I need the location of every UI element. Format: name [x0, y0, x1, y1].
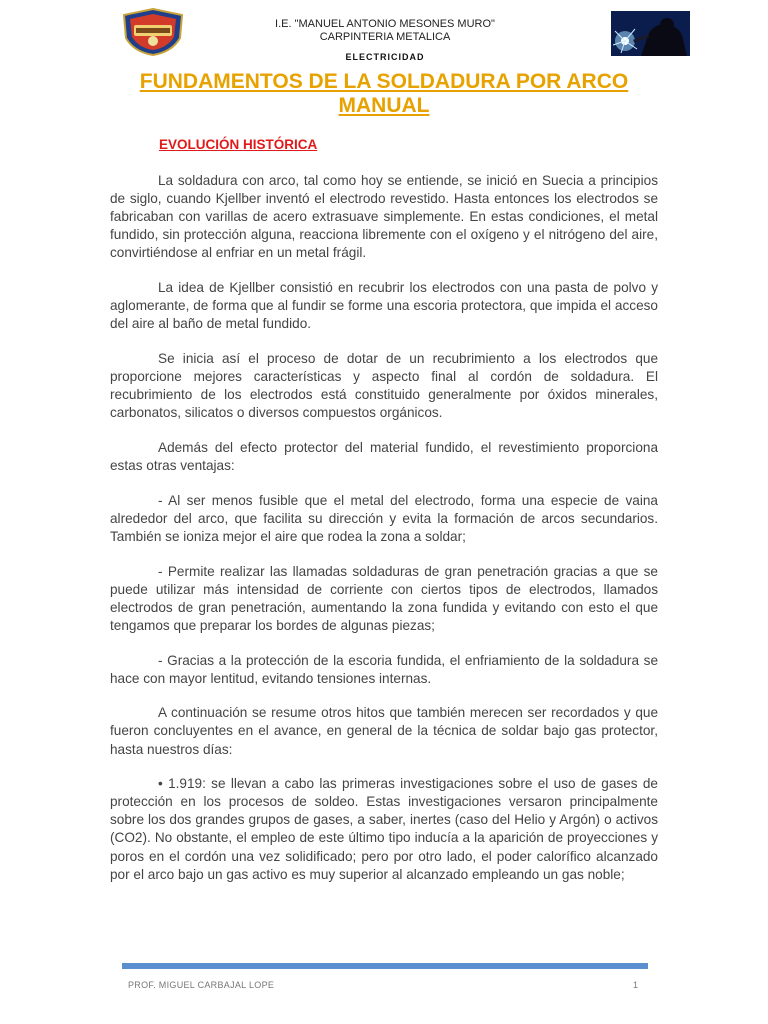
paragraph: - Al ser menos fusible que el metal del electrodo, forma una especie de vaina alrededor del arco, que facilita su dirección y evita la formación de arcos secundarios. También se ioniza mejor el aire que rodea la zona a soldar;: [110, 492, 658, 544]
document-body: [110, 172, 658, 900]
paragraph: - Permite realizar las llamadas soldaduras de gran penetración gracias a que se puede utilizar más intensidad de corriente con ciertos tipos de electrodos, llamados electrodos de gran penetración, aumentando la zona fundida y evitando con esto el que tengamos que preparar los bordes de algunas piezas;: [110, 563, 658, 633]
paragraph: • 1.919: se llevan a cabo las primeras investigaciones sobre el uso de gases de protección en los procesos de soldeo. Estas investigaciones versaron principalmente sobre los dos grandes grupos de gases, a saber, inertes (caso del Helio y Argón) o activos (CO2). No obstante, el empleo de este último tipo inducía a la aparición de proyecciones y poros en el cordón una vez solidificado; pero por otro lado, el poder calorífico alcanzado por el arco bajo un gas activo es muy superior al alcanzado empleando un gas noble;: [110, 776, 658, 882]
area-name: ELECTRICIDAD: [345, 52, 425, 62]
footer-rule: [122, 963, 648, 969]
welder-icon: [611, 11, 690, 56]
section-heading: EVOLUCIÓN HISTÓRICA: [159, 137, 318, 152]
page-number: 1: [633, 980, 639, 990]
school-name: I.E. "MANUEL ANTONIO MESONES MURO": [275, 18, 495, 30]
paragraph: La soldadura con arco, tal como hoy se entiende, se inició en Suecia a principios de siglo, cuando Kjellber inventó el electrodo revestido. Hasta entonces los electrodos se fabricaban con varillas de acero extrasuave simplemente. En estas condiciones, el metal fundido, sin protección alguna, reacciona libremente con el oxígeno y el nitrógeno del aire, convirtiéndose al enfriar en un metal frágil.: [110, 173, 658, 261]
paragraph: A continuación se resume otros hitos que también merecen ser recordados y que fueron concluyentes en el avance, en general de la técnica de soldar bajo gas protector, hasta nuestros días:: [110, 705, 658, 757]
paragraph: - Gracias a la protección de la escoria fundida, el enfriamiento de la soldadura se hace con mayor lentitud, evitando tensiones internas.: [110, 652, 658, 686]
department-name: CARPINTERIA METALICA: [319, 31, 451, 43]
footer-author: PROF. MIGUEL CARBAJAL LOPE: [128, 980, 275, 990]
school-shield-icon: [122, 8, 184, 56]
paragraph: La idea de Kjellber consistió en recubrir los electrodos con una pasta de polvo y aglomerante, de forma que al fundir se forme una escoria protectora, que impida el acceso del aire al baño de metal fundido.: [110, 280, 658, 332]
page-title: FUNDAMENTOS DE LA SOLDADURA POR ARCO MANUAL: [139, 70, 629, 117]
paragraph: Se inicia así el proceso de dotar de un recubrimiento a los electrodos que proporcione mejores características y aspecto final al cordón de soldadura. El recubrimiento de los electrodos está constituido generalmente por óxidos minerales, carbonatos, silicatos o diversos compuestos orgánicos.: [110, 350, 658, 421]
paragraph: Además del efecto protector del material fundido, el revestimiento proporciona estas otras ventajas:: [110, 439, 658, 473]
